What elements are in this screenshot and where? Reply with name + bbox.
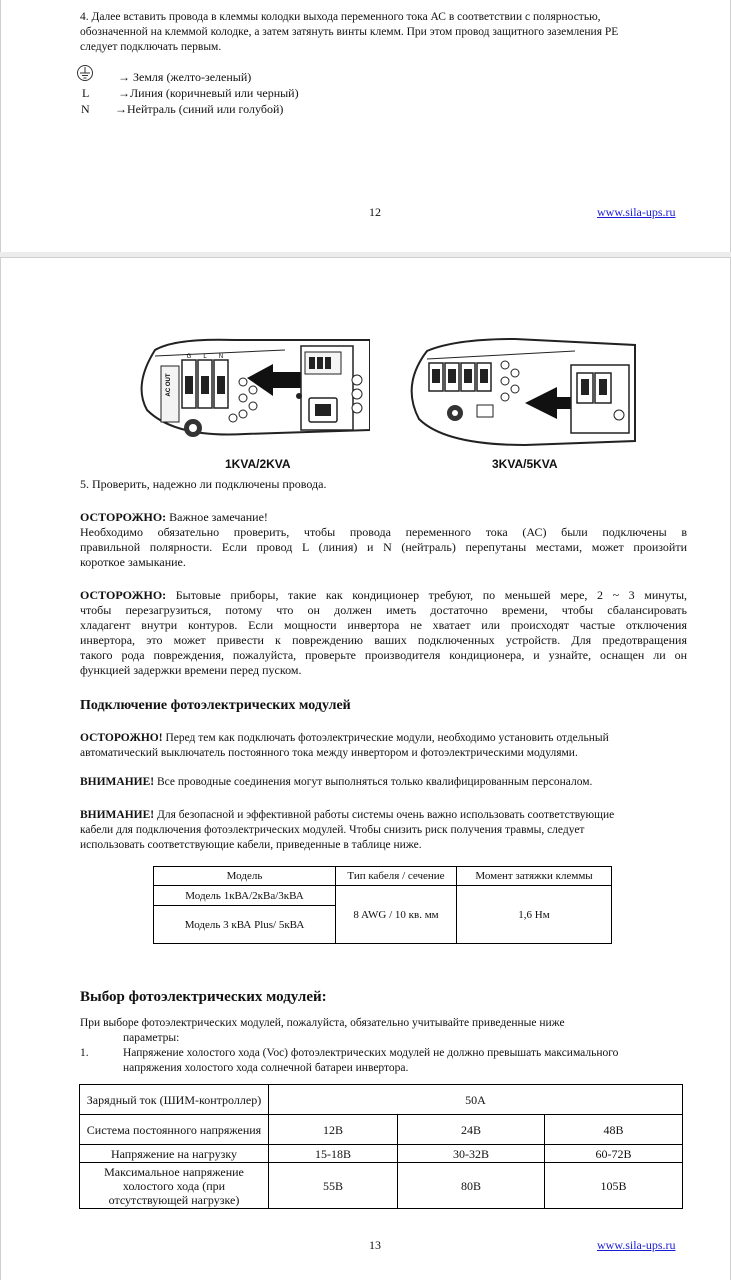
intro-line: параметры: (123, 1032, 180, 1044)
header-model: Модель (154, 867, 336, 886)
value-cell: 55В (269, 1163, 398, 1209)
value-cell: 30-32В (398, 1145, 545, 1163)
cable-table (153, 866, 612, 944)
caution-line: Бытовые приборы, такие как кондиционер требуют, по меньшей мере, 2 ~ 3 минуты, (166, 588, 687, 602)
intro-line: При выборе фотоэлектрических модулей, пожалуйста, обязательно учитывайте приведенные ниже (80, 1017, 565, 1029)
caution-block-2 (80, 588, 687, 678)
table-row (80, 1145, 683, 1163)
value-cell: 105В (545, 1163, 683, 1209)
step-4 (80, 10, 690, 55)
value-cell: 24В (398, 1115, 545, 1145)
step-4-line: следует подключать первым. (80, 41, 222, 53)
caution-line: хладагент внутри контуров. Если мощности инвертора не хватает или происходят частые отключения (80, 618, 687, 632)
item-line: напряжения холостого хода солнечной батареи инвертора. (123, 1062, 409, 1074)
attention-text: Все проводные соединения могут выполняться только квалифицированным персоналом. (154, 776, 593, 788)
caution-lead: ОСТОРОЖНО! (80, 732, 163, 744)
page-12 (0, 0, 731, 253)
step-4-line: обозначенной на клеммой колодке, а затем затянуть винты клемм. При этом провод защитного заземления PE (80, 26, 619, 38)
table-row (80, 1085, 683, 1115)
figure-3kva-5kva (405, 335, 640, 450)
caution-line: такого рода повреждения, пожалуйста, проверьте производителя кондиционера, и узнайте, оснащен ли он (80, 648, 687, 662)
caution-block-1 (80, 510, 687, 570)
legend-earth: → Земля (желто-зеленый) (118, 70, 252, 84)
page-border-left (0, 258, 1, 1280)
cable-cell: 8 AWG / 10 кв. мм (336, 886, 457, 944)
attention-lead: ВНИМАНИЕ! (80, 776, 155, 788)
caution-line: Перед тем как подключать фотоэлектрические модули, необходимо установить отдельный (162, 732, 609, 744)
list-item-1 (123, 1046, 693, 1076)
website-link[interactable]: www.sila-ups.ru (597, 205, 676, 219)
header-cable-type: Тип кабеля / сечение (336, 867, 457, 886)
caution-line: функцией задержки времени перед пуском. (80, 663, 302, 677)
caution-line: чтобы перезагрузиться, потому что он должен иметь достаточно времени, чтобы сбалансировать (80, 603, 687, 617)
table-row (154, 886, 612, 906)
ac-out-label: AC OUT (166, 373, 172, 397)
item-number: 1. (80, 1047, 89, 1059)
value-cell: 60-72В (545, 1145, 683, 1163)
figure-caption-3kva-5kva: 3KVA/5KVA (492, 457, 558, 471)
row-label: Максимальное напряжение холостого хода (при отсутствующей нагрузке) (80, 1163, 269, 1209)
item-line: Напряжение холостого хода (Voc) фотоэлектрических модулей не должно превышать максимального (123, 1047, 619, 1059)
caution-line: инвертора, это может привести к повреждению ваших подключенных устройств. Для предотвращения (80, 633, 687, 647)
parameters-table (79, 1084, 683, 1209)
attention-line: использовать соответствующие кабели, приведенные в таблице ниже. (80, 839, 422, 851)
terminal-l-label: L (203, 354, 207, 360)
attention-lead: ВНИМАНИЕ! (80, 809, 155, 821)
value-cell: 48В (545, 1115, 683, 1145)
model-cell: Модель 3 кВА Plus/ 5кВА (154, 906, 336, 944)
legend-line: →Линия (коричневый или черный) (118, 86, 299, 100)
header-torque: Момент затяжки клеммы (457, 867, 612, 886)
row-label: Напряжение на нагрузку (80, 1145, 269, 1163)
table-row (80, 1115, 683, 1145)
page-number: 12 (369, 205, 381, 219)
caution-line: Необходимо обязательно проверить, чтобы провода переменного тока (АС) были подключены в (80, 525, 687, 539)
legend-symbol-l: L (82, 86, 90, 100)
step-5: 5. Проверить, надежно ли подключены провода. (80, 477, 327, 491)
legend-neutral: →Нейтраль (синий или голубой) (115, 102, 284, 116)
value-cell: 12В (269, 1115, 398, 1145)
figure-caption-1kva-2kva: 1KVA/2KVA (225, 457, 291, 471)
attention-block-2 (80, 808, 687, 853)
attention-line: кабели для подключения фотоэлектрических модулей. Чтобы снизить риск получения травмы, следует (80, 824, 585, 836)
value-cell: 50А (269, 1085, 683, 1115)
heading-pv-selection: Выбор фотоэлектрических модулей: (80, 989, 327, 1005)
value-cell: 15-18В (269, 1145, 398, 1163)
heading-pv-connection: Подключение фотоэлектрических модулей (80, 698, 351, 713)
terminal-n-label: N (218, 354, 224, 360)
value-cell: 80В (398, 1163, 545, 1209)
attention-text: Для безопасной и эффективной работы системы очень важно использовать соответствующие (154, 809, 615, 821)
terminal-g-label: G (186, 354, 192, 360)
attention-block-1 (80, 775, 592, 790)
ground-symbol-icon (76, 64, 94, 82)
caution-line: автоматический выключатель постоянного тока между инвертором и фотоэлектрическими модулями. (80, 747, 578, 759)
row-label: Система постоянного напряжения (80, 1115, 269, 1145)
caution-lead: ОСТОРОЖНО: (80, 510, 167, 524)
page-number: 13 (369, 1238, 381, 1252)
caution-title: Важное замечание! (166, 510, 268, 524)
caution-block-3 (80, 731, 687, 761)
table-header-row (154, 867, 612, 886)
caution-lead: ОСТОРОЖНО: (80, 588, 167, 602)
step-4-line: 4. Далее вставить провода в клеммы колодки выхода переменного тока АС в соответствии с полярностью, (80, 11, 601, 23)
page-border-left (0, 0, 1, 252)
model-cell: Модель 1кВА/2кВа/3кВА (154, 886, 336, 906)
legend-symbol-n: N (81, 102, 90, 116)
torque-cell: 1,6 Нм (457, 886, 612, 944)
caution-line: правильной полярности. Если провод L (линия) и N (нейтраль) перепутаны местами, может произойти (80, 540, 687, 554)
table-row (80, 1163, 683, 1209)
caution-line: короткое замыкание. (80, 555, 186, 569)
row-label: Зарядный ток (ШИМ-контроллер) (80, 1085, 269, 1115)
figure-1kva-2kva (135, 330, 370, 445)
website-link[interactable]: www.sila-ups.ru (597, 1238, 676, 1252)
selection-intro (80, 1016, 565, 1046)
